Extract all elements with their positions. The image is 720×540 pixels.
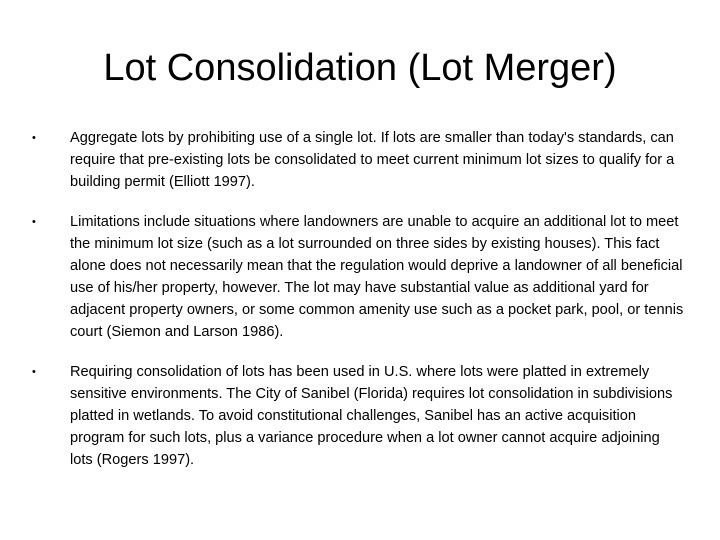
bullet-marker: • xyxy=(32,132,36,144)
bullet-list xyxy=(0,127,720,489)
bullet-text: Requiring consolidation of lots has been used in U.S. where lots were platted in extremely sensitive environments. The City of Sanibel (Florida) requires lot consolidation in subdivisions platted in wetlands. To avoid constitutional challenges, Sanibel has an active acquisition program for such lots, plus a variance procedure when a lot owner cannot acquire adjoining lots (Rogers 1997). xyxy=(70,364,673,468)
bullet-item xyxy=(0,361,720,471)
bullet-item xyxy=(0,127,720,193)
bullet-text: Aggregate lots by prohibiting use of a single lot. If lots are smaller than today's standards, can require that pre-existing lots be consolidated to meet current minimum lot sizes to qualify for a building permit (Elliott 1997). xyxy=(70,130,675,190)
slide-title: Lot Consolidation (Lot Merger) xyxy=(103,47,617,89)
bullet-text: Limitations include situations where landowners are unable to acquire an additional lot to meet the minimum lot size (such as a lot surrounded on three sides by existing houses). This fact alone does not necessarily mean that the regulation would deprive a landowner of all beneficial use of his/her property, however. The lot may have substantial value as additional yard for adjacent property owners, or some common amenity use such as a pocket park, pool, or tennis court (Siemon and Larson 1986). xyxy=(70,214,684,340)
bullet-marker: • xyxy=(32,366,36,378)
bullet-marker: • xyxy=(32,216,36,228)
bullet-item xyxy=(0,211,720,343)
